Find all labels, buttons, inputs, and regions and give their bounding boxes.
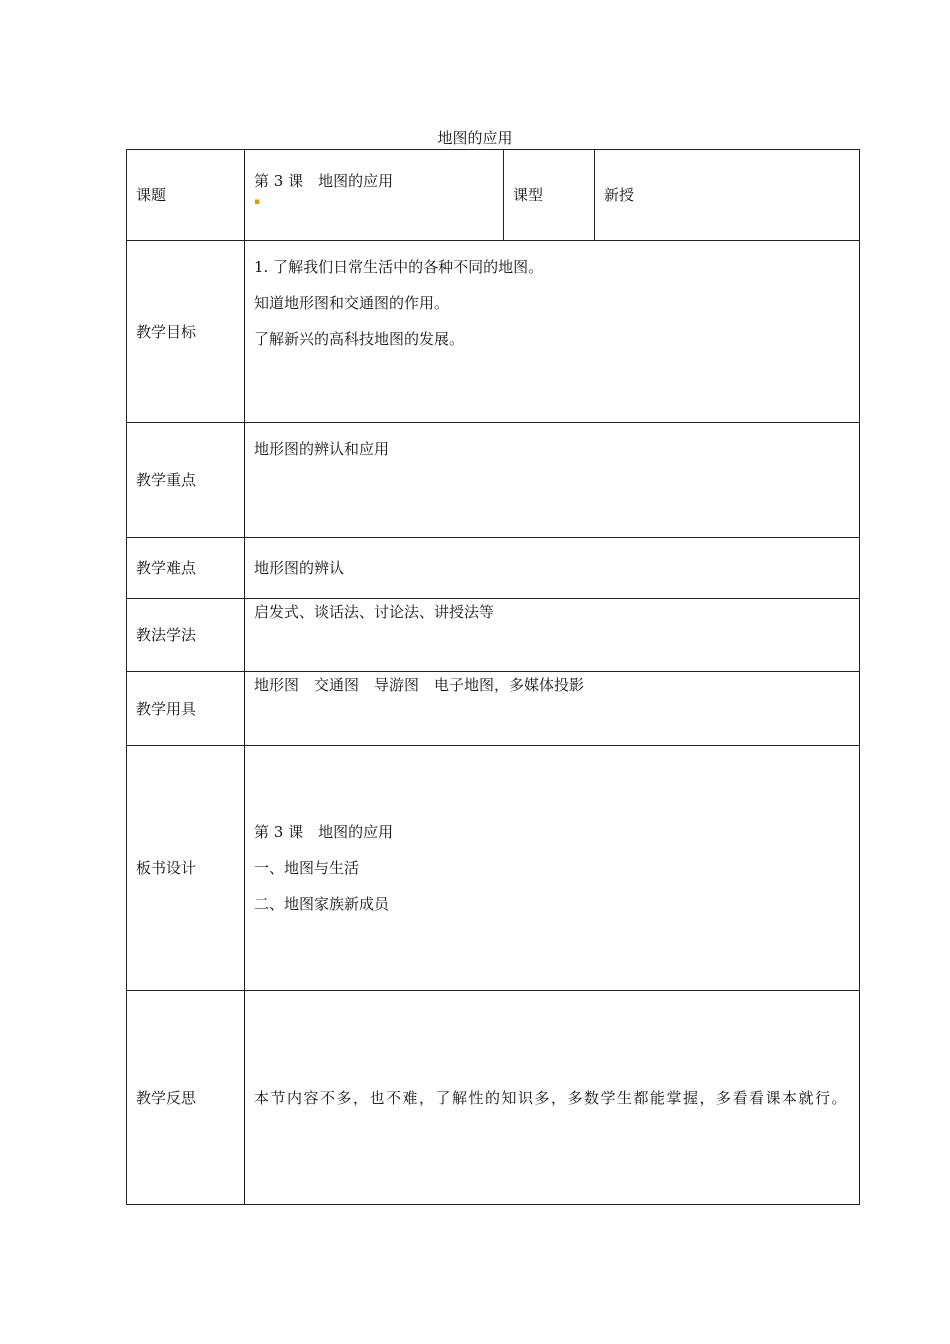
value-type: 新授 [595, 150, 860, 241]
value-topic [245, 150, 504, 241]
value-reflection: 本节内容不多，也不难，了解性的知识多，多数学生都能掌握，多看看课本就行。 [245, 991, 860, 1205]
value-difficulties: 地形图的辨认 [245, 538, 860, 599]
goal-line-1: 1. 了解我们日常生活中的各种不同的地图。 [254, 258, 544, 276]
row-tools [127, 672, 860, 746]
value-goals [245, 241, 860, 423]
row-difficulties [127, 538, 860, 599]
label-tools: 教学用具 [127, 672, 245, 746]
label-board: 板书设计 [127, 746, 245, 991]
mark-dot: ▪ [254, 197, 261, 207]
topic-text: 第 3 课 地图的应用 [254, 172, 394, 190]
row-reflection [127, 991, 860, 1205]
value-key-points: 地形图的辨认和应用 [245, 423, 860, 538]
label-difficulties: 教学难点 [127, 538, 245, 599]
board-line-1: 第 3 课 地图的应用 [254, 823, 394, 841]
row-board [127, 746, 860, 991]
row-methods [127, 599, 860, 672]
label-key-points: 教学重点 [127, 423, 245, 538]
row-topic [127, 150, 860, 241]
goal-line-3: 了解新兴的高科技地图的发展。 [254, 330, 465, 348]
board-line-2: 一、地图与生活 [254, 859, 360, 877]
label-type: 课型 [504, 150, 595, 241]
row-goals [127, 241, 860, 423]
value-methods: 启发式、谈话法、讨论法、讲授法等 [245, 599, 860, 672]
value-tools: 地形图 交通图 导游图 电子地图，多媒体投影 [245, 672, 860, 746]
label-reflection: 教学反思 [127, 991, 245, 1205]
label-methods: 教法学法 [127, 599, 245, 672]
board-line-3: 二、地图家族新成员 [254, 895, 390, 913]
label-goals: 教学目标 [127, 241, 245, 423]
value-board [245, 746, 860, 991]
goal-line-2: 知道地形图和交通图的作用。 [254, 294, 450, 312]
label-topic: 课题 [127, 150, 245, 241]
row-key-points [127, 423, 860, 538]
document-title: 地图的应用 [437, 129, 513, 147]
lesson-plan-table [126, 149, 860, 1205]
